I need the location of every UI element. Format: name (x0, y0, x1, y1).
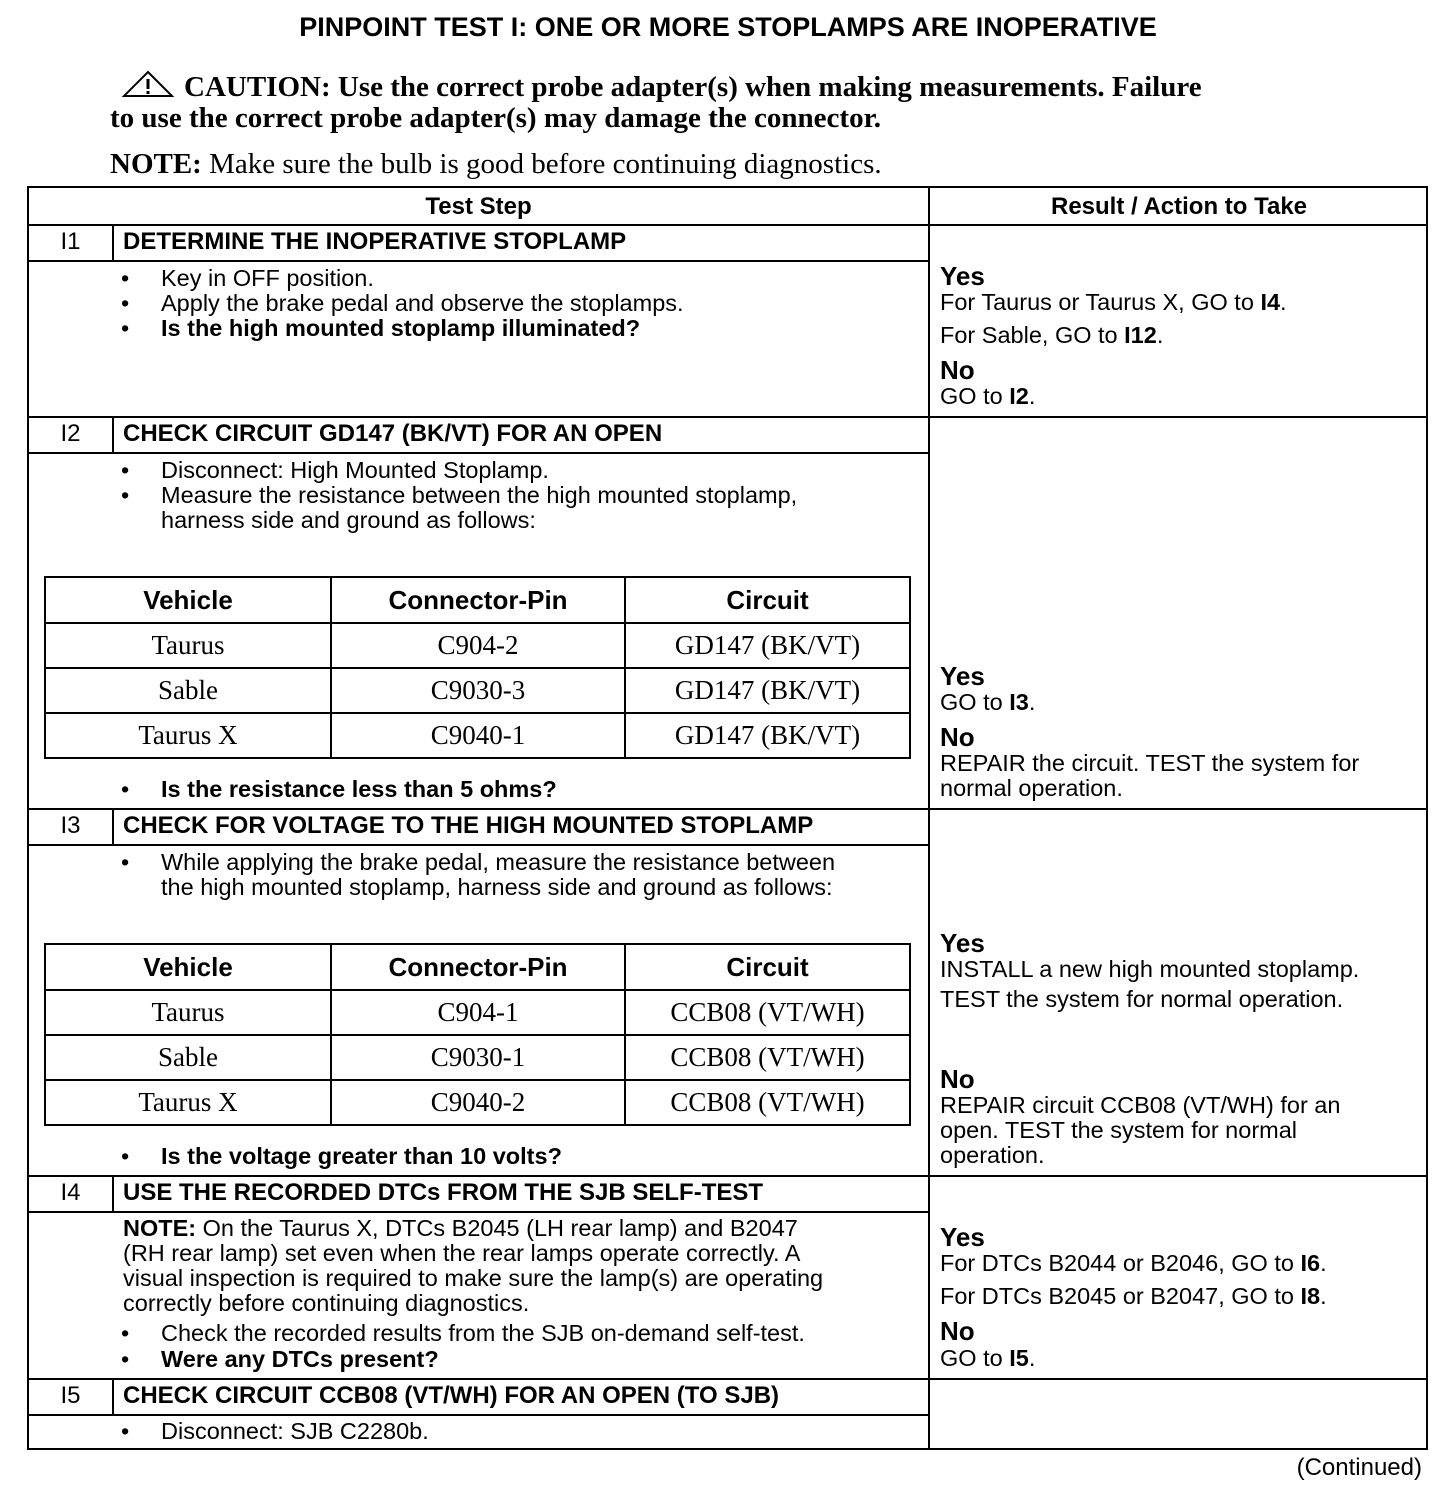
table-cell: CCB08 (VT/WH) (625, 1080, 910, 1125)
result-yes: Yes (940, 661, 985, 691)
table-cell: Taurus (45, 623, 331, 668)
result-yes: Yes (940, 928, 985, 958)
table-cell: C9040-2 (331, 1080, 625, 1125)
result-text: REPAIR the circuit. TEST the system for (940, 750, 1360, 776)
step-title-divider (29, 1414, 928, 1416)
table-cell: C904-2 (331, 623, 625, 668)
note-label: NOTE: (123, 1215, 197, 1241)
result-no: No (940, 1064, 975, 1094)
step-id: I2 (60, 420, 81, 447)
header-test-step: Test Step (425, 193, 532, 220)
table-header-row (45, 577, 910, 623)
step-title: CHECK CIRCUIT CCB08 (VT/WH) FOR AN OPEN (TO SJB) (123, 1382, 780, 1409)
step-reference: I6 (1300, 1250, 1321, 1276)
result-text: open. TEST the system for normal (940, 1117, 1298, 1143)
page-title: PINPOINT TEST I: ONE OR MORE STOPLAMPS ARE INOPERATIVE (299, 12, 1157, 42)
table-cell: GD147 (BK/VT) (625, 623, 910, 668)
step-title-divider (29, 260, 928, 262)
measurement-table (44, 576, 911, 759)
step-reference: I8 (1300, 1283, 1321, 1309)
result-yes: Yes (940, 261, 985, 291)
column-divider (928, 188, 930, 1448)
warning-triangle-icon (122, 70, 174, 98)
step-id-divider (112, 226, 114, 261)
step-title-divider (29, 844, 928, 846)
result-text: GO to I2. (940, 383, 1036, 409)
table-cell: Sable (45, 1035, 331, 1080)
step-title: CHECK CIRCUIT GD147 (BK/VT) FOR AN OPEN (123, 420, 663, 447)
header-result: Result / Action to Take (1050, 193, 1308, 220)
continued-label: (Continued) (1296, 1454, 1422, 1481)
result-text: GO to I3. (940, 689, 1036, 715)
note-label: NOTE: (110, 148, 202, 180)
table-cell: C9040-1 (331, 713, 625, 758)
result-no: No (940, 1316, 975, 1346)
column-header: Connector-Pin (331, 577, 625, 623)
row-divider (29, 808, 1426, 810)
step-id: I3 (60, 812, 81, 839)
row-divider (29, 416, 1426, 418)
result-text: For DTCs B2044 or B2046, GO to I6. (940, 1250, 1327, 1276)
step-reference: I3 (1009, 689, 1029, 715)
step-title-divider (29, 1211, 928, 1213)
step-reference: I5 (1009, 1345, 1029, 1371)
result-text: For Taurus or Taurus X, GO to I4. (940, 289, 1287, 315)
note-text: Make sure the bulb is good before continuing diagnostics. (209, 148, 882, 180)
step-note-line: NOTE: On the Taurus X, DTCs B2045 (LH rear lamp) and B2047 (123, 1215, 798, 1241)
table-row (45, 713, 910, 758)
step-title: DETERMINE THE INOPERATIVE STOPLAMP (123, 228, 627, 255)
result-text: For Sable, GO to I12. (940, 322, 1164, 348)
table-cell: C9030-1 (331, 1035, 625, 1080)
step-id-divider (112, 1380, 114, 1415)
column-header: Vehicle (45, 944, 331, 990)
table-row (45, 1080, 910, 1125)
step-title: USE THE RECORDED DTCs FROM THE SJB SELF-TEST (123, 1179, 764, 1206)
table-cell: CCB08 (VT/WH) (625, 990, 910, 1035)
step-note-line: visual inspection is required to make sure the lamp(s) are operating (123, 1265, 824, 1291)
caution-text-2: to use the correct probe adapter(s) may damage the connector. (110, 102, 882, 134)
table-cell: GD147 (BK/VT) (625, 713, 910, 758)
caution-text-1: Use the correct probe adapter(s) when making measurements. Failure (337, 71, 1202, 103)
caution-line-1 (110, 70, 1350, 103)
table-cell: Taurus X (45, 713, 331, 758)
result-no: No (940, 355, 975, 385)
column-header: Circuit (625, 944, 910, 990)
step-title: CHECK FOR VOLTAGE TO THE HIGH MOUNTED STOPLAMP (123, 812, 814, 839)
step-reference: I4 (1260, 289, 1281, 315)
step-id-divider (112, 1177, 114, 1212)
step-id-divider (112, 418, 114, 453)
step-reference: I2 (1009, 383, 1029, 409)
table-row (45, 990, 910, 1035)
step-reference: I12 (1124, 322, 1157, 348)
table-cell: CCB08 (VT/WH) (625, 1035, 910, 1080)
measurement-table (44, 943, 911, 1126)
table-header-row (45, 944, 910, 990)
table-cell: Taurus X (45, 1080, 331, 1125)
table-row (45, 1035, 910, 1080)
result-text: For DTCs B2045 or B2047, GO to I8. (940, 1283, 1327, 1309)
caution-label: CAUTION: (184, 71, 331, 103)
table-cell: C9030-3 (331, 668, 625, 713)
result-text: operation. (940, 1142, 1045, 1168)
column-header: Vehicle (45, 577, 331, 623)
table-cell: Taurus (45, 990, 331, 1035)
row-divider (29, 1378, 1426, 1380)
column-header: Connector-Pin (331, 944, 625, 990)
caution-block (110, 70, 1350, 134)
result-text: REPAIR circuit CCB08 (VT/WH) for an (940, 1092, 1341, 1118)
table-row (45, 623, 910, 668)
step-id: I1 (60, 228, 81, 255)
table-cell: Sable (45, 668, 331, 713)
row-divider (29, 224, 1426, 226)
step-note-line: (RH rear lamp) set even when the rear lamps operate correctly. A (123, 1240, 801, 1266)
step-note-line: correctly before continuing diagnostics. (123, 1290, 530, 1316)
step-title-divider (29, 452, 928, 454)
table-cell: C904-1 (331, 990, 625, 1035)
result-text: GO to I5. (940, 1345, 1036, 1371)
result-text: INSTALL a new high mounted stoplamp. (940, 956, 1360, 982)
pinpoint-test-table: Test Step Result / Action to Take I1 DETERMINE THE INOPERATIVE STOPLAMP • Key in OFF position. • Apply the brake pedal and observe the stoplamps. • Is the high mounted stoplamp illuminated? Yes For Taurus or Taurus X, GO to I4. For Sable, GO to I12. No GO to I2. I2 CHECK CIRCUIT GD147 (BK/VT) FOR AN OPEN • Disconnect: High Mounted Stoplamp. • Measure the resistance between the high mounted stoplamp, harness side and ground as follows: Vehicle Connector-Pin Circuit Taurus C904-2 GD147 (BK/VT) Sable C9030-3 GD147 (BK/VT) Taurus X C9040-1 GD147 (BK/VT) • Is the resistance less than 5 ohms? Yes GO to I3. No REPAIR the circuit. TEST the system for normal operation. I3 CHECK FOR VOLTAGE TO THE HIGH MOUNTED STOPLAMP • While applying the brake pedal, measure the resistance between the high mounted stoplamp, harness side and ground as follows: Vehicle Connector-Pin Circuit Taurus C904-1 CCB08 (VT/WH) Sable C9030-1 CCB08 (VT/WH) Taurus X C9040-2 CCB08 (VT/WH) • Is the voltage greater than 10 volts? Yes INSTALL a new high mounted stoplamp. TEST the system for normal operation. No REPAIR circuit CCB08 (VT/WH) for an open. TEST the system for normal operation. I4 USE THE RECORDED DTCs FROM THE SJB SELF-TEST NOTE: On the Taurus X, DTCs B2045 (LH rear lamp) and B2047 (RH rear lamp) set even when the rear lamps operate correctly. A visual inspection is required to make sure the lamp(s) are operating correctly before continuing diagnostics. • Check the recorded results from the SJB on-demand self-test. • Were any DTCs present? Yes For DTCs B2044 or B2046, GO to I6. For DTCs B2045 or B2047, GO to I8. No GO to I5. I5 CHECK CIRCUIT CCB08 (VT/WH) FOR AN OPEN (TO SJB) • Disconnect: SJB C2280b. (27, 186, 1428, 1450)
result-yes: Yes (940, 1222, 985, 1252)
column-header: Circuit (625, 577, 910, 623)
table-cell: GD147 (BK/VT) (625, 668, 910, 713)
row-divider (29, 1175, 1426, 1177)
step-id: I4 (60, 1179, 81, 1206)
result-text: normal operation. (940, 775, 1123, 801)
step-id-divider (112, 810, 114, 845)
result-text: TEST the system for normal operation. (940, 986, 1344, 1012)
step-id: I5 (60, 1382, 81, 1409)
note-block (110, 148, 882, 180)
result-no: No (940, 722, 975, 752)
table-row (45, 668, 910, 713)
